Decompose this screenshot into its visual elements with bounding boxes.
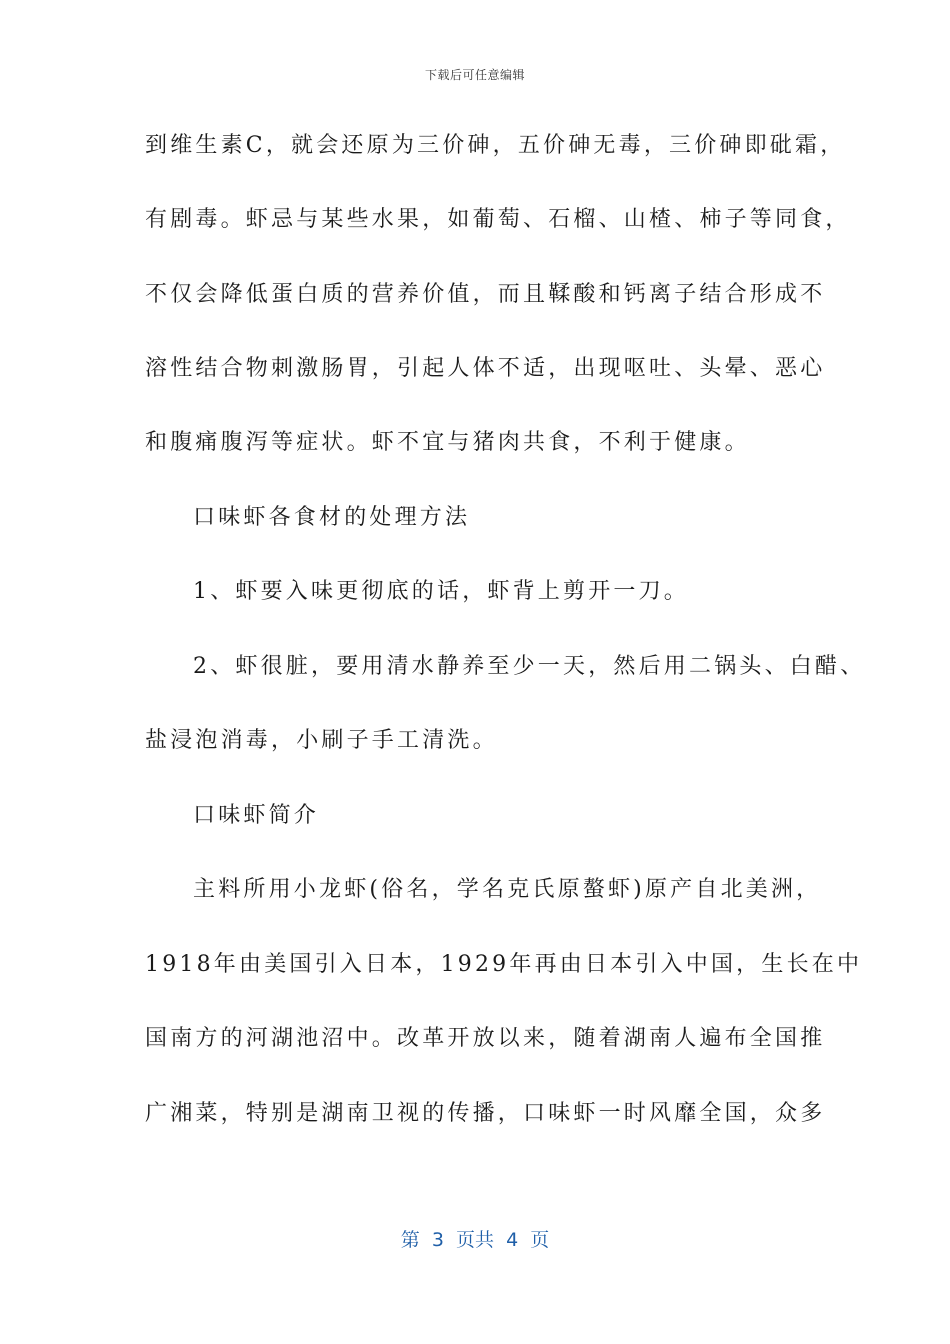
paragraph-line: 国南方的河湖池沼中。改革开放以来，随着湖南人遍布全国推 [145, 1026, 826, 1051]
paragraph-line: 和腹痛腹泻等症状。虾不宜与猪肉共食，不利于健康。 [145, 430, 750, 455]
page-number-footer: 第 3 页共 4 页 [400, 1229, 550, 1251]
paragraph-line: 不仅会降低蛋白质的营养价值，而且鞣酸和钙离子结合形成不 [145, 282, 826, 307]
section-heading: 口味虾各食材的处理方法 [193, 505, 471, 530]
section-heading: 口味虾简介 [193, 803, 320, 828]
paragraph-line: 到维生素C，就会还原为三价砷，五价砷无毒，三价砷即砒霜， [145, 133, 846, 158]
list-item: 1、虾要入味更彻底的话，虾背上剪开一刀。 [193, 579, 689, 604]
paragraph-line: 盐浸泡消毒，小刷子手工清洗。 [145, 728, 498, 753]
paragraph-line: 有剧毒。虾忌与某些水果，如葡萄、石榴、山楂、柿子等同食， [145, 207, 851, 232]
paragraph-line: 主料所用小龙虾(俗名，学名克氏原螯虾)原产自北美洲， [193, 877, 822, 902]
paragraph-line: 1918年由美国引入日本，1929年再由日本引入中国，生长在中 [145, 952, 863, 977]
paragraph-line: 广湘菜，特别是湖南卫视的传播，口味虾一时风靡全国，众多 [145, 1101, 826, 1126]
header-note: 下载后可任意编辑 [424, 68, 525, 82]
paragraph-line: 溶性结合物刺激肠胃，引起人体不适，出现呕吐、头晕、恶心 [145, 356, 826, 381]
list-item: 2、虾很脏，要用清水静养至少一天，然后用二锅头、白醋、 [193, 654, 866, 679]
